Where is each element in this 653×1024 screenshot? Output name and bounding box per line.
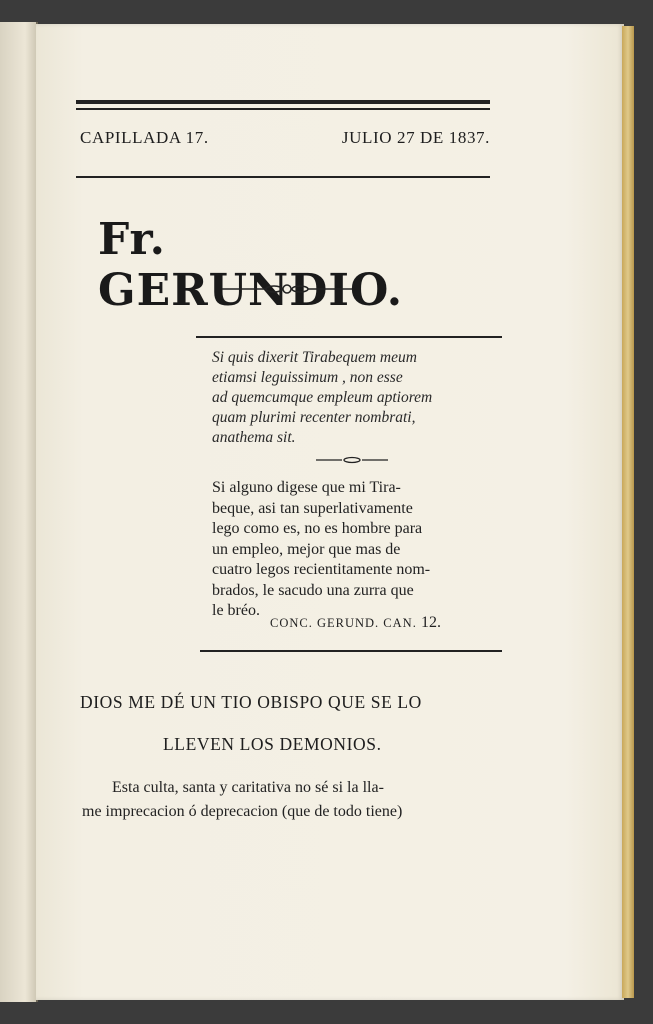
citation-number: 12. bbox=[420, 614, 441, 631]
epigraph-top-rule bbox=[196, 336, 502, 338]
spanish-line: lego como es, no es hombre para bbox=[212, 520, 423, 537]
latin-line: etiamsi leguissimum , non esse bbox=[212, 369, 403, 386]
spanish-line: le bréo. bbox=[212, 602, 260, 619]
epigraph-bottom-rule bbox=[200, 650, 502, 652]
body-line: Esta culta, santa y caritativa no sé si la lla- bbox=[112, 779, 384, 796]
citation-text: CONC. GERUND. CAN. bbox=[270, 616, 417, 630]
title-ornament bbox=[222, 282, 352, 296]
epigraph-ornament bbox=[316, 455, 388, 465]
spanish-line: cuatro legos recientitamente nom- bbox=[212, 561, 431, 578]
latin-line: quam plurimi recenter nombrati, bbox=[212, 409, 416, 426]
spanish-line: beque, asi tan superlativamente bbox=[212, 499, 413, 517]
latin-line: ad quemcumque empleum aptiorem bbox=[212, 389, 433, 406]
article-body bbox=[82, 776, 502, 824]
facing-page-edge bbox=[0, 22, 38, 1002]
spanish-epigraph bbox=[212, 478, 502, 622]
gilt-page-edge bbox=[622, 26, 634, 998]
page-title: Fr. GERUNDIO. bbox=[98, 214, 404, 316]
latin-epigraph bbox=[212, 348, 498, 448]
body-line: me imprecacion ó deprecacion (que de todo tiene) bbox=[82, 803, 403, 820]
article-heading-line2: LLEVEN LOS DEMONIOS. bbox=[163, 734, 382, 754]
article-heading-line1: DIOS ME DÉ UN TIO OBISPO QUE SE LO bbox=[80, 692, 422, 712]
spanish-line: un empleo, mejor que mas de bbox=[212, 540, 401, 558]
spanish-line: brados, le sacudo una zurra que bbox=[212, 581, 414, 599]
issue-header bbox=[80, 128, 490, 148]
epigraph-citation bbox=[270, 614, 490, 632]
top-rule-thick bbox=[76, 100, 490, 104]
latin-line: Si quis dixerit Tirabequem meum bbox=[212, 349, 417, 366]
top-rule-thin bbox=[76, 108, 490, 110]
issue-date: JULIO 27 DE 1837. bbox=[341, 128, 490, 147]
issue-number: CAPILLADA 17. bbox=[80, 128, 209, 147]
latin-line: anathema sit. bbox=[212, 429, 296, 446]
header-rule bbox=[76, 176, 490, 178]
spanish-line: Si alguno digese que mi Tira- bbox=[212, 479, 401, 496]
